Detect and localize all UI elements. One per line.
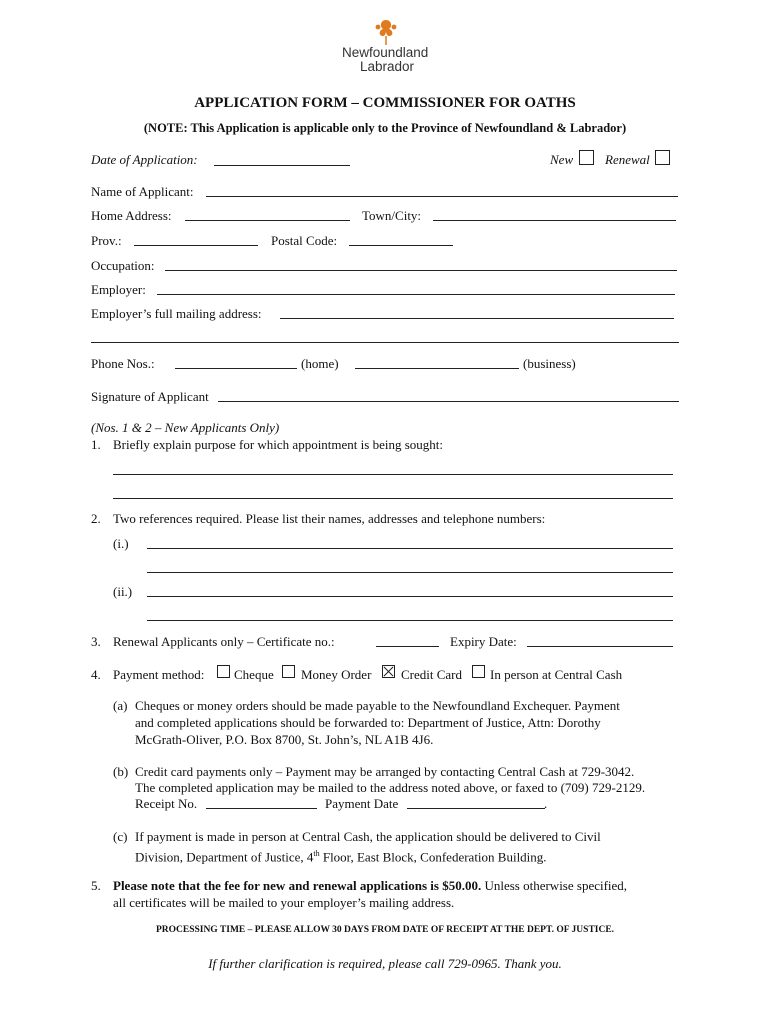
payment-method-label: Payment method: <box>113 667 205 682</box>
item4a-line2: and completed applications should be forwarded to: Department of Justice, Attn: Dorothy <box>135 715 601 730</box>
item1-text: Briefly explain purpose for which appointment is being sought: <box>113 437 443 452</box>
postal-code-label: Postal Code: <box>271 233 338 248</box>
business-phone-label: (business) <box>523 356 576 371</box>
date-of-application-label: Date of Application: <box>91 152 198 167</box>
date-of-application-field[interactable] <box>214 165 350 166</box>
money-order-label: Money Order <box>301 667 372 682</box>
new-applicants-note: (Nos. 1 & 2 – New Applicants Only) <box>91 420 280 435</box>
home-phone-field[interactable] <box>175 368 297 369</box>
expiry-date-label: Expiry Date: <box>450 634 517 649</box>
postal-code-field[interactable] <box>349 245 453 246</box>
cheque-checkbox[interactable] <box>217 665 230 678</box>
town-city-field[interactable] <box>433 220 676 221</box>
payment-date-label: Payment Date <box>325 796 399 811</box>
renewal-checkbox[interactable] <box>655 150 670 165</box>
credit-card-checkbox[interactable] <box>382 665 395 678</box>
phone-label: Phone Nos.: <box>91 356 155 371</box>
town-city-label: Town/City: <box>362 208 422 223</box>
item4a-line3: McGrath-Oliver, P.O. Box 8700, St. John’s, NL A1B 4J6. <box>135 732 434 747</box>
reference2-label: (ii.) <box>113 584 133 599</box>
employer-mailing-field[interactable] <box>280 318 674 319</box>
name-field[interactable] <box>206 196 678 197</box>
item4c-line2-sup: th <box>313 849 320 858</box>
expiry-date-field[interactable] <box>527 646 673 647</box>
payment-date-field[interactable] <box>407 808 545 809</box>
in-person-checkbox[interactable] <box>472 665 485 678</box>
certificate-no-field[interactable] <box>376 646 439 647</box>
reference2-field-line2[interactable] <box>147 620 673 621</box>
home-address-field[interactable] <box>185 220 350 221</box>
form-title: APPLICATION FORM – COMMISSIONER FOR OATHS <box>194 95 576 111</box>
purpose-field-line2[interactable] <box>113 498 673 499</box>
item4c-line2 <box>135 846 547 864</box>
item4-number: 4. <box>91 667 101 682</box>
item2-text: Two references required. Please list their names, addresses and telephone numbers: <box>113 511 546 526</box>
new-checkbox[interactable] <box>579 150 594 165</box>
signature-field[interactable] <box>218 401 679 402</box>
item4b-line2: The completed application may be mailed to the address noted above, or faxed to (709) 729-2129. <box>135 780 646 795</box>
home-address-label: Home Address: <box>91 208 172 223</box>
business-phone-field[interactable] <box>355 368 519 369</box>
occupation-field[interactable] <box>165 270 677 271</box>
new-label: New <box>550 152 574 167</box>
money-order-checkbox[interactable] <box>282 665 295 678</box>
item1-number: 1. <box>91 437 101 452</box>
prov-label: Prov.: <box>91 233 122 248</box>
cheque-label: Cheque <box>234 667 274 682</box>
employer-label: Employer: <box>91 282 146 297</box>
purpose-field-line1[interactable] <box>113 474 673 475</box>
home-phone-label: (home) <box>301 356 339 371</box>
item5-bold: Please note that the fee for new and renewal applications is $50.00. <box>113 878 482 893</box>
item4c-line2-pre: Division, Department of Justice, 4 <box>135 849 314 865</box>
item5-number: 5. <box>91 878 101 893</box>
item5-line2: all certificates will be mailed to your employer’s mailing address. <box>113 895 455 910</box>
item3-number: 3. <box>91 634 101 649</box>
renewal-label: Renewal <box>605 152 650 167</box>
reference2-field-line1[interactable] <box>147 596 673 597</box>
reference1-label: (i.) <box>113 536 129 551</box>
item4a-marker: (a) <box>113 698 128 713</box>
item2-number: 2. <box>91 511 101 526</box>
receipt-no-field[interactable] <box>206 808 317 809</box>
item4c-line1: If payment is made in person at Central Cash, the application should be delivered to Civil <box>135 829 601 844</box>
item4c-marker: (c) <box>113 829 128 844</box>
prov-field[interactable] <box>134 245 258 246</box>
employer-mailing-field-line2[interactable] <box>91 342 679 343</box>
item3-text: Renewal Applicants only – Certificate no.: <box>113 634 335 649</box>
logo-text-line1: Newfoundland <box>342 45 429 60</box>
item4b-marker: (b) <box>113 764 129 779</box>
pitcher-plant-icon <box>364 18 408 46</box>
in-person-label: In person at Central Cash <box>490 667 623 682</box>
occupation-label: Occupation: <box>91 258 155 273</box>
item4c-line2-post: Floor, East Block, Confederation Building. <box>319 849 547 865</box>
credit-card-label: Credit Card <box>401 667 463 682</box>
processing-time: PROCESSING TIME – PLEASE ALLOW 30 DAYS FROM DATE OF RECEIPT AT THE DEPT. OF JUSTICE. <box>155 925 615 935</box>
item4a-line1: Cheques or money orders should be made payable to the Newfoundland Exchequer. Payment <box>135 698 620 713</box>
employer-field[interactable] <box>157 294 675 295</box>
reference1-field-line2[interactable] <box>147 572 673 573</box>
name-label: Name of Applicant: <box>91 184 194 199</box>
signature-label: Signature of Applicant <box>91 389 209 404</box>
footer-note: If further clarification is required, please call 729-0965. Thank you. <box>208 956 562 971</box>
item5-rest: Unless otherwise specified, <box>481 878 628 893</box>
payment-date-period: . <box>544 796 548 811</box>
form-note: (NOTE: This Application is applicable only to the Province of Newfoundland & Labrador) <box>143 121 627 135</box>
item5-line1 <box>113 878 627 893</box>
item4b-line1: Credit card payments only – Payment may be arranged by contacting Central Cash at 729-3042. <box>135 764 635 779</box>
employer-mailing-label: Employer’s full mailing address: <box>91 306 262 321</box>
logo-text-line2: Labrador <box>360 59 415 74</box>
receipt-no-label: Receipt No. <box>135 796 198 811</box>
reference1-field-line1[interactable] <box>147 548 673 549</box>
